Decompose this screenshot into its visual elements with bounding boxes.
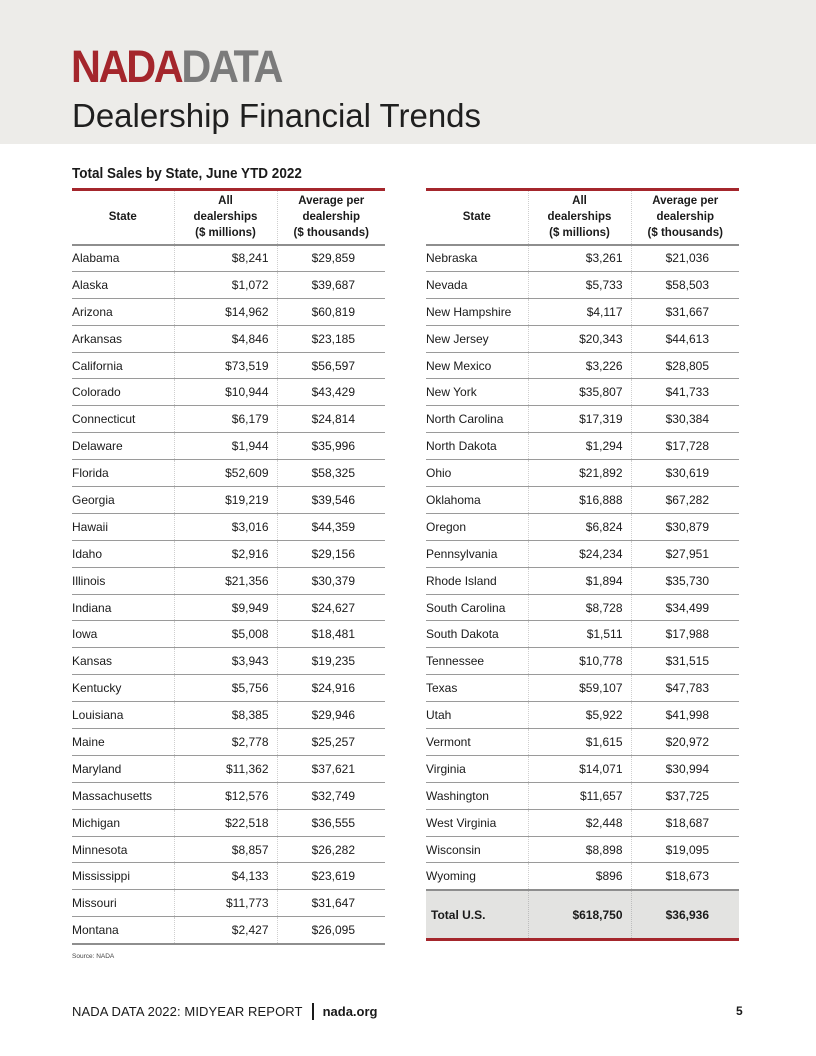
column-header-average-per-dealership: Average per dealership ($ thousands): [631, 190, 739, 245]
table-row: [426, 594, 739, 621]
all-dealerships-cell: $8,857: [174, 836, 277, 863]
all-dealerships-cell: $3,261: [528, 245, 631, 272]
state-cell: North Carolina: [426, 406, 528, 433]
average-per-dealership-cell: $34,499: [631, 594, 739, 621]
all-dealerships-cell: $35,807: [528, 379, 631, 406]
column-header-all-dealerships: All dealerships ($ millions): [528, 190, 631, 245]
table-row: [426, 513, 739, 540]
table-row: [72, 325, 385, 352]
average-per-dealership-cell: $32,749: [277, 782, 385, 809]
table-row: [426, 809, 739, 836]
all-dealerships-cell: $5,008: [174, 621, 277, 648]
all-dealerships-cell: $896: [528, 863, 631, 890]
state-cell: Georgia: [72, 487, 174, 514]
all-dealerships-cell: $1,511: [528, 621, 631, 648]
all-dealerships-cell: $6,179: [174, 406, 277, 433]
table-title: Total Sales by State, June YTD 2022: [72, 165, 302, 182]
state-cell: Arizona: [72, 298, 174, 325]
column-header-state: State: [426, 190, 528, 245]
state-cell: Nebraska: [426, 245, 528, 272]
all-dealerships-cell: $8,728: [528, 594, 631, 621]
all-dealerships-cell: $24,234: [528, 540, 631, 567]
column-header-average-per-dealership: Average per dealership ($ thousands): [277, 190, 385, 245]
table-row: [426, 567, 739, 594]
all-dealerships-cell: $2,427: [174, 917, 277, 944]
state-cell: California: [72, 352, 174, 379]
average-per-dealership-cell: $30,994: [631, 755, 739, 782]
table-row: [426, 298, 739, 325]
average-per-dealership-cell: $39,687: [277, 271, 385, 298]
average-per-dealership-cell: $28,805: [631, 352, 739, 379]
state-sales-table-left: [72, 188, 385, 945]
all-dealerships-cell: $1,294: [528, 433, 631, 460]
table-row: [72, 809, 385, 836]
state-cell: West Virginia: [426, 809, 528, 836]
all-dealerships-cell: $4,117: [528, 298, 631, 325]
all-dealerships-cell: $12,576: [174, 782, 277, 809]
average-per-dealership-cell: $41,733: [631, 379, 739, 406]
all-dealerships-cell: $52,609: [174, 460, 277, 487]
table-row: [72, 675, 385, 702]
all-dealerships-cell: $14,071: [528, 755, 631, 782]
state-cell: Washington: [426, 782, 528, 809]
state-cell: New Mexico: [426, 352, 528, 379]
average-per-dealership-cell: $18,673: [631, 863, 739, 890]
total-row: [426, 890, 739, 940]
state-cell: Kentucky: [72, 675, 174, 702]
table-row: [426, 271, 739, 298]
all-dealerships-cell: $59,107: [528, 675, 631, 702]
state-cell: Maine: [72, 729, 174, 756]
all-dealerships-cell: $22,518: [174, 809, 277, 836]
state-cell: Oregon: [426, 513, 528, 540]
state-cell: Maryland: [72, 755, 174, 782]
table-header-row: [72, 190, 385, 245]
left-table-body: [72, 245, 385, 944]
all-dealerships-cell: $11,657: [528, 782, 631, 809]
all-dealerships-cell: $2,916: [174, 540, 277, 567]
table-row: [72, 782, 385, 809]
table-row: [72, 917, 385, 944]
average-per-dealership-cell: $29,859: [277, 245, 385, 272]
average-per-dealership-cell: $44,359: [277, 513, 385, 540]
table-row: [426, 675, 739, 702]
table-row: [426, 782, 739, 809]
average-per-dealership-cell: $29,156: [277, 540, 385, 567]
column-header-state: State: [72, 190, 174, 245]
all-dealerships-cell: $3,226: [528, 352, 631, 379]
average-per-dealership-cell: $37,725: [631, 782, 739, 809]
state-cell: New York: [426, 379, 528, 406]
state-cell: Rhode Island: [426, 567, 528, 594]
state-cell: Missouri: [72, 890, 174, 917]
all-dealerships-cell: $14,962: [174, 298, 277, 325]
state-cell: Colorado: [72, 379, 174, 406]
average-per-dealership-cell: $23,185: [277, 325, 385, 352]
average-per-dealership-cell: $17,728: [631, 433, 739, 460]
all-dealerships-cell: $5,922: [528, 702, 631, 729]
state-cell: Wisconsin: [426, 836, 528, 863]
table-row: [72, 648, 385, 675]
average-per-dealership-cell: $30,384: [631, 406, 739, 433]
state-cell: Idaho: [72, 540, 174, 567]
average-per-dealership-cell: $31,647: [277, 890, 385, 917]
state-cell: Massachusetts: [72, 782, 174, 809]
table-row: [72, 298, 385, 325]
table-row: [426, 836, 739, 863]
average-per-dealership-cell: $19,095: [631, 836, 739, 863]
table-row: [72, 513, 385, 540]
all-dealerships-cell: $21,356: [174, 567, 277, 594]
table-row: [426, 379, 739, 406]
average-per-dealership-cell: $56,597: [277, 352, 385, 379]
table-row: [72, 487, 385, 514]
all-dealerships-cell: $73,519: [174, 352, 277, 379]
all-dealerships-cell: $1,894: [528, 567, 631, 594]
source-note: Source: NADA: [72, 953, 115, 960]
all-dealerships-cell: $19,219: [174, 487, 277, 514]
all-dealerships-cell: $11,773: [174, 890, 277, 917]
state-cell: New Jersey: [426, 325, 528, 352]
state-cell: Arkansas: [72, 325, 174, 352]
table-row: [426, 729, 739, 756]
average-per-dealership-cell: $26,095: [277, 917, 385, 944]
average-per-dealership-cell: $35,996: [277, 433, 385, 460]
state-cell: Kansas: [72, 648, 174, 675]
state-cell: Montana: [72, 917, 174, 944]
average-per-dealership-cell: $18,481: [277, 621, 385, 648]
all-dealerships-cell: $3,943: [174, 648, 277, 675]
average-per-dealership-cell: $31,667: [631, 298, 739, 325]
all-dealerships-cell: $5,733: [528, 271, 631, 298]
table-row: [426, 648, 739, 675]
state-cell: Hawaii: [72, 513, 174, 540]
all-dealerships-cell: $20,343: [528, 325, 631, 352]
state-cell: Louisiana: [72, 702, 174, 729]
average-per-dealership-cell: $41,998: [631, 702, 739, 729]
state-cell: New Hampshire: [426, 298, 528, 325]
state-cell: Delaware: [72, 433, 174, 460]
all-dealerships-cell: $16,888: [528, 487, 631, 514]
table-row: [72, 890, 385, 917]
table-row: [426, 540, 739, 567]
table-row: [72, 836, 385, 863]
all-dealerships-cell: $4,133: [174, 863, 277, 890]
average-per-dealership-cell: $30,619: [631, 460, 739, 487]
table-row: [72, 863, 385, 890]
table-row: [72, 460, 385, 487]
all-dealerships-cell: $9,949: [174, 594, 277, 621]
state-cell: Minnesota: [72, 836, 174, 863]
average-per-dealership-cell: $27,951: [631, 540, 739, 567]
table-row: [72, 702, 385, 729]
state-cell: Wyoming: [426, 863, 528, 890]
average-per-dealership-cell: $23,619: [277, 863, 385, 890]
table-row: [426, 352, 739, 379]
average-per-dealership-cell: $30,879: [631, 513, 739, 540]
average-per-dealership-cell: $39,546: [277, 487, 385, 514]
state-cell: Ohio: [426, 460, 528, 487]
nada-data-logo: [71, 41, 282, 92]
table-row: [426, 755, 739, 782]
average-per-dealership-cell: $29,946: [277, 702, 385, 729]
page-title: Dealership Financial Trends: [72, 97, 482, 134]
table-row: [72, 621, 385, 648]
table-row: [72, 567, 385, 594]
state-cell: Oklahoma: [426, 487, 528, 514]
average-per-dealership-cell: $18,687: [631, 809, 739, 836]
state-cell: Pennsylvania: [426, 540, 528, 567]
page-footer: [72, 1003, 377, 1020]
average-per-dealership-cell: $37,621: [277, 755, 385, 782]
table-row: [72, 594, 385, 621]
footer-report-name: NADA DATA 2022: MIDYEAR REPORT: [72, 1004, 303, 1019]
all-dealerships-cell: $10,778: [528, 648, 631, 675]
average-per-dealership-cell: $36,555: [277, 809, 385, 836]
state-cell: South Carolina: [426, 594, 528, 621]
state-cell: Iowa: [72, 621, 174, 648]
table-row: [72, 352, 385, 379]
table-row: [72, 245, 385, 272]
all-dealerships-cell: $3,016: [174, 513, 277, 540]
average-per-dealership-cell: $20,972: [631, 729, 739, 756]
table-row: [72, 729, 385, 756]
table-row: [426, 702, 739, 729]
total-average-per-dealership: $36,936: [631, 890, 739, 940]
all-dealerships-cell: $8,385: [174, 702, 277, 729]
table-row: [72, 406, 385, 433]
all-dealerships-cell: $4,846: [174, 325, 277, 352]
average-per-dealership-cell: $17,988: [631, 621, 739, 648]
column-header-all-dealerships: All dealerships ($ millions): [174, 190, 277, 245]
state-sales-table-right: [426, 188, 739, 941]
state-cell: Vermont: [426, 729, 528, 756]
all-dealerships-cell: $6,824: [528, 513, 631, 540]
average-per-dealership-cell: $60,819: [277, 298, 385, 325]
average-per-dealership-cell: $19,235: [277, 648, 385, 675]
average-per-dealership-cell: $44,613: [631, 325, 739, 352]
all-dealerships-cell: $8,898: [528, 836, 631, 863]
table-row: [72, 433, 385, 460]
table-row: [426, 460, 739, 487]
state-cell: Connecticut: [72, 406, 174, 433]
table-row: [426, 406, 739, 433]
table-row: [426, 863, 739, 890]
table-row: [72, 271, 385, 298]
state-cell: South Dakota: [426, 621, 528, 648]
total-all-dealerships: $618,750: [528, 890, 631, 940]
total-label: Total U.S.: [431, 907, 486, 922]
state-cell: Nevada: [426, 271, 528, 298]
all-dealerships-cell: $8,241: [174, 245, 277, 272]
average-per-dealership-cell: $58,325: [277, 460, 385, 487]
table-row: [72, 540, 385, 567]
all-dealerships-cell: $2,448: [528, 809, 631, 836]
average-per-dealership-cell: $21,036: [631, 245, 739, 272]
state-cell: Michigan: [72, 809, 174, 836]
all-dealerships-cell: $10,944: [174, 379, 277, 406]
table-row: [426, 325, 739, 352]
table-row: [72, 755, 385, 782]
state-cell: Illinois: [72, 567, 174, 594]
state-cell: Alabama: [72, 245, 174, 272]
all-dealerships-cell: $5,756: [174, 675, 277, 702]
all-dealerships-cell: $1,072: [174, 271, 277, 298]
state-cell: Utah: [426, 702, 528, 729]
average-per-dealership-cell: $25,257: [277, 729, 385, 756]
average-per-dealership-cell: $31,515: [631, 648, 739, 675]
state-cell: Florida: [72, 460, 174, 487]
table-row: [426, 621, 739, 648]
average-per-dealership-cell: $67,282: [631, 487, 739, 514]
logo-nada-text: NADA: [71, 41, 182, 92]
footer-divider: [312, 1003, 314, 1020]
state-cell: Virginia: [426, 755, 528, 782]
footer-site-link[interactable]: nada.org: [322, 1004, 378, 1019]
all-dealerships-cell: $11,362: [174, 755, 277, 782]
average-per-dealership-cell: $43,429: [277, 379, 385, 406]
average-per-dealership-cell: $24,814: [277, 406, 385, 433]
average-per-dealership-cell: $58,503: [631, 271, 739, 298]
state-cell: Tennessee: [426, 648, 528, 675]
page-number: 5: [736, 1004, 743, 1018]
average-per-dealership-cell: $35,730: [631, 567, 739, 594]
all-dealerships-cell: $1,615: [528, 729, 631, 756]
table-header-row: [426, 190, 739, 245]
all-dealerships-cell: $2,778: [174, 729, 277, 756]
logo-data-text: DATA: [181, 41, 282, 92]
average-per-dealership-cell: $47,783: [631, 675, 739, 702]
all-dealerships-cell: $1,944: [174, 433, 277, 460]
state-cell: Texas: [426, 675, 528, 702]
average-per-dealership-cell: $24,916: [277, 675, 385, 702]
average-per-dealership-cell: $24,627: [277, 594, 385, 621]
average-per-dealership-cell: $30,379: [277, 567, 385, 594]
right-table-body: [426, 245, 739, 890]
average-per-dealership-cell: $26,282: [277, 836, 385, 863]
table-row: [72, 379, 385, 406]
state-cell: Alaska: [72, 271, 174, 298]
table-row: [426, 487, 739, 514]
table-row: [426, 433, 739, 460]
state-cell: Mississippi: [72, 863, 174, 890]
state-cell: North Dakota: [426, 433, 528, 460]
table-row: [426, 245, 739, 272]
all-dealerships-cell: $17,319: [528, 406, 631, 433]
state-cell: Indiana: [72, 594, 174, 621]
all-dealerships-cell: $21,892: [528, 460, 631, 487]
